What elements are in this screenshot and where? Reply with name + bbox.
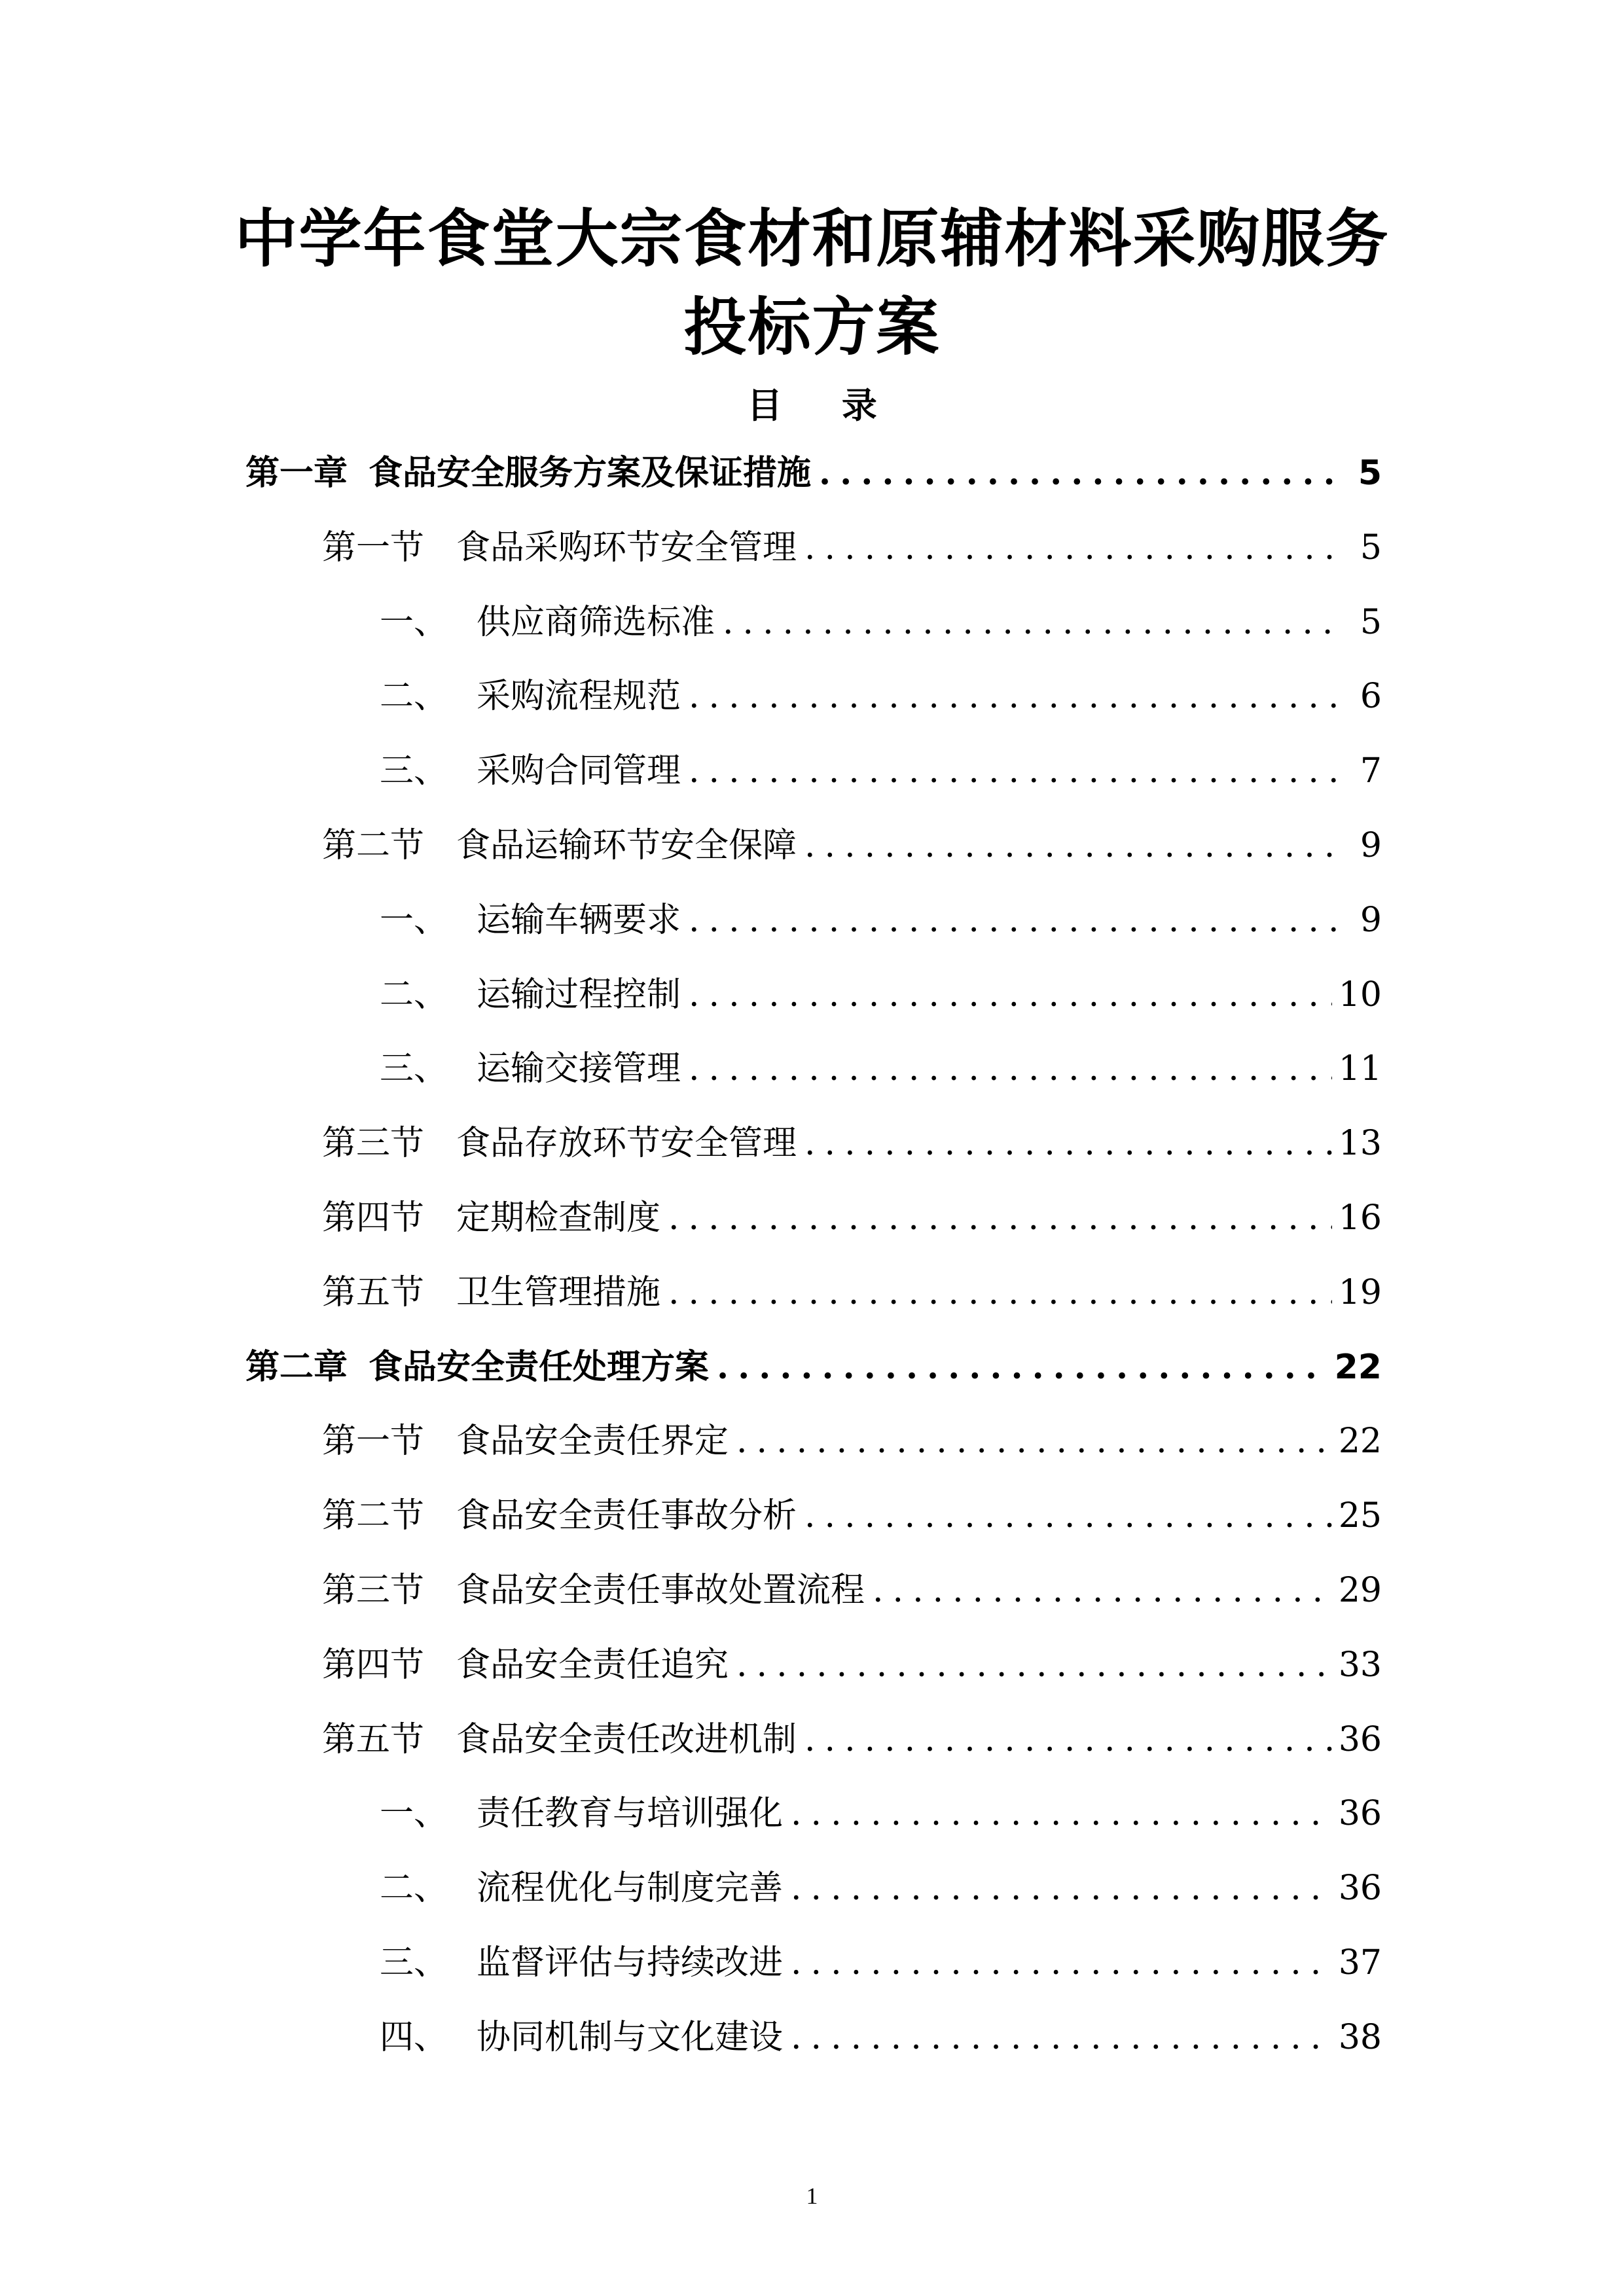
toc-entry-title: 运输过程控制 (477, 975, 681, 1014)
toc-dot-leader (689, 745, 1336, 797)
toc-entry[interactable] (380, 1043, 1382, 1095)
toc-entry-page: 19 (1338, 1272, 1382, 1312)
toc-entry-page: 16 (1338, 1198, 1382, 1238)
toc-entry-title: 采购流程规范 (477, 677, 681, 717)
toc-entry[interactable] (245, 1341, 1382, 1393)
toc-entry-number: 第一章 (245, 454, 348, 493)
toc-entry[interactable] (380, 1787, 1382, 1840)
toc-entry[interactable] (322, 522, 1382, 574)
document-title-line-1: 中学年食堂大宗食材和原辅材料采购服务 (234, 202, 1390, 276)
toc-dot-leader (819, 447, 1336, 499)
toc-entry-page: 36 (1338, 1794, 1382, 1834)
toc-entry[interactable] (380, 969, 1382, 1021)
toc-entry[interactable] (322, 1266, 1382, 1319)
document-title-line-2: 投标方案 (683, 291, 941, 364)
toc-entry-number: 第三节 (322, 1571, 425, 1610)
toc-entry-page: 9 (1360, 900, 1382, 940)
toc-entry[interactable] (322, 1415, 1382, 1467)
toc-entry-number: 第五节 (322, 1272, 425, 1312)
toc-entry-number: 一、 (380, 602, 448, 642)
toc-entry-title: 食品安全责任改进机制 (456, 1719, 797, 1759)
toc-dot-leader (791, 1862, 1332, 1914)
toc-entry-number: 第三节 (322, 1124, 425, 1164)
toc-entry-page: 9 (1360, 826, 1382, 865)
toc-entry-number: 第一节 (322, 1422, 425, 1462)
toc-entry-page: 38 (1338, 2017, 1382, 2057)
toc-entry[interactable] (380, 2011, 1382, 2064)
toc-entry-number: 三、 (380, 1049, 448, 1089)
toc-entry-title: 食品安全责任事故分析 (456, 1496, 797, 1536)
toc-entry-title: 采购合同管理 (477, 751, 681, 791)
toc-entry-number: 二、 (380, 677, 448, 717)
toc-entry-title: 食品采购环节安全管理 (456, 528, 797, 567)
toc-entry-number: 第二节 (322, 826, 425, 865)
toc-entry-page: 5 (1358, 454, 1382, 493)
toc-dot-leader (804, 1117, 1332, 1170)
toc-entry-title: 协同机制与文化建设 (477, 2017, 784, 2057)
toc-entry[interactable] (322, 1490, 1382, 1542)
toc-entry-page: 29 (1338, 1571, 1382, 1610)
toc-entry-page: 11 (1338, 1049, 1382, 1089)
toc-dot-leader (804, 1713, 1332, 1766)
toc-entry-page: 22 (1334, 1347, 1382, 1387)
toc-entry[interactable] (322, 819, 1382, 872)
toc-entry-page: 5 (1360, 528, 1382, 567)
toc-entry[interactable] (380, 670, 1382, 723)
toc-entry[interactable] (322, 1639, 1382, 1691)
toc-entry[interactable] (245, 447, 1382, 499)
toc-entry[interactable] (380, 596, 1382, 649)
toc-dot-leader (736, 1415, 1332, 1467)
toc-entry[interactable] (380, 894, 1382, 946)
toc-entry-number: 第一节 (322, 528, 425, 567)
toc-dot-leader (689, 969, 1332, 1021)
toc-entry-title: 运输车辆要求 (477, 900, 681, 940)
toc-entry-number: 三、 (380, 1943, 448, 1982)
toc-entry-number: 第二章 (245, 1347, 348, 1387)
toc-dot-leader (668, 1192, 1332, 1244)
toc-entry[interactable] (322, 1713, 1382, 1766)
toc-entry[interactable] (322, 1564, 1382, 1617)
toc-entry[interactable] (322, 1192, 1382, 1244)
toc-entry-page: 25 (1338, 1496, 1382, 1536)
toc-entry-title: 食品运输环节安全保障 (456, 826, 797, 865)
toc-dot-leader (717, 1341, 1328, 1393)
toc-dot-leader (804, 1490, 1332, 1542)
toc-dot-leader (689, 1043, 1332, 1095)
toc-entry-page: 37 (1338, 1943, 1382, 1982)
toc-dot-leader (723, 596, 1336, 649)
toc-entry-title: 运输交接管理 (477, 1049, 681, 1089)
toc-entry-number: 三、 (380, 751, 448, 791)
toc-entry-page: 6 (1360, 677, 1382, 717)
toc-heading: 目 录 (747, 385, 901, 426)
toc-entry-title: 责任教育与培训强化 (477, 1794, 784, 1834)
toc-entry-page: 13 (1338, 1124, 1382, 1164)
toc-dot-leader (791, 1787, 1332, 1840)
toc-dot-leader (873, 1564, 1332, 1617)
toc-entry-title: 食品安全责任追究 (456, 1645, 729, 1685)
toc-entry-number: 第五节 (322, 1719, 425, 1759)
toc-dot-leader (689, 670, 1336, 723)
toc-entry-page: 36 (1338, 1719, 1382, 1759)
toc-entry-page: 5 (1360, 602, 1382, 642)
toc-entry[interactable] (380, 1862, 1382, 1914)
toc-entry-title: 食品安全责任事故处置流程 (456, 1571, 865, 1610)
toc-entry-number: 第四节 (322, 1645, 425, 1685)
toc-entry-page: 7 (1360, 751, 1382, 791)
toc-entry-number: 第四节 (322, 1198, 425, 1238)
toc-entry-number: 二、 (380, 975, 448, 1014)
toc-dot-leader (736, 1639, 1332, 1691)
toc-dot-leader (804, 819, 1336, 872)
toc-entry-title: 流程优化与制度完善 (477, 1869, 784, 1909)
toc-entry-page: 22 (1338, 1422, 1382, 1462)
toc-entry-number: 一、 (380, 900, 448, 940)
toc-dot-leader (804, 522, 1336, 574)
toc-entry-title: 食品安全责任处理方案 (369, 1347, 710, 1387)
toc-entry-title: 卫生管理措施 (456, 1272, 661, 1312)
toc-entry[interactable] (322, 1117, 1382, 1170)
toc-entry-title: 定期检查制度 (456, 1198, 661, 1238)
toc-entry-page: 10 (1338, 975, 1382, 1014)
toc-entry-title: 监督评估与持续改进 (477, 1943, 784, 1982)
toc-dot-leader (791, 2011, 1332, 2064)
toc-entry[interactable] (380, 1937, 1382, 1989)
toc-dot-leader (689, 894, 1336, 946)
toc-entry-title: 食品安全责任界定 (456, 1422, 729, 1462)
toc-entry-number: 一、 (380, 1794, 448, 1834)
toc-entry-number: 四、 (380, 2017, 448, 2057)
page-number: 1 (806, 2183, 818, 2209)
toc-dot-leader (668, 1266, 1332, 1319)
toc-entry[interactable] (380, 745, 1382, 797)
toc-entry-title: 供应商筛选标准 (477, 602, 715, 642)
toc-entry-number: 二、 (380, 1869, 448, 1909)
toc-entry-page: 33 (1338, 1645, 1382, 1685)
toc-entry-page: 36 (1338, 1869, 1382, 1909)
toc-entry-title: 食品安全服务方案及保证措施 (369, 454, 812, 493)
toc-entry-title: 食品存放环节安全管理 (456, 1124, 797, 1164)
toc-entry-number: 第二节 (322, 1496, 425, 1536)
toc-dot-leader (791, 1937, 1332, 1989)
